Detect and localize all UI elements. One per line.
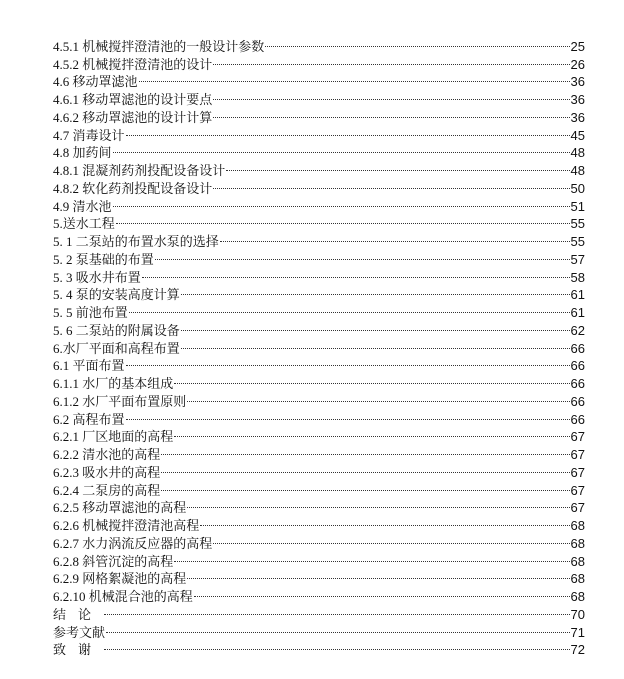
dot-leader: [226, 157, 569, 175]
dot-leader: [181, 335, 570, 353]
dot-leader: [106, 619, 570, 637]
dot-leader: [126, 353, 570, 371]
toc-entry-title: 4.5.2 机械搅拌澄清池的设计: [53, 56, 213, 72]
toc-entry-page: 67: [570, 500, 585, 516]
dot-leader: [213, 86, 569, 104]
dot-leader: [174, 424, 569, 442]
toc-entry-title: 6.水厂平面和高程布置: [53, 340, 180, 356]
toc-entry-page: 51: [570, 198, 585, 214]
toc-entry-page: 66: [570, 393, 585, 409]
toc-entry[interactable]: [53, 122, 585, 143]
toc-entry[interactable]: [53, 157, 585, 178]
toc-entry[interactable]: [53, 353, 585, 374]
toc-entry-title: 6.2.10 机械混合池的高程: [53, 589, 193, 604]
dot-leader: [181, 317, 570, 335]
toc-entry-title: 6.1 平面布置: [53, 358, 125, 374]
dot-leader: [265, 33, 569, 51]
dot-leader: [129, 299, 570, 317]
toc-entry-page: 26: [570, 56, 585, 72]
toc-entry-title: 5. 2 泵基础的布置: [53, 251, 154, 267]
toc-entry-title: 致谢: [53, 642, 104, 658]
dot-leader: [187, 388, 569, 406]
dot-leader: [174, 548, 569, 566]
toc-entry-page: 66: [570, 358, 585, 374]
toc-entry[interactable]: [53, 424, 585, 445]
toc-entry-title: 4.5.1 机械搅拌澄清池的一般设计参数: [53, 38, 265, 54]
toc-entry[interactable]: [53, 140, 585, 161]
toc-entry-page: 67: [570, 482, 585, 498]
dot-leader: [181, 282, 570, 300]
toc-entry-page: 68: [570, 553, 585, 569]
dot-leader: [139, 69, 570, 87]
toc-entry-title: 4.8 加药间: [53, 145, 112, 161]
dot-leader: [113, 193, 570, 211]
toc-entry-title: 6.2.2 清水池的高程: [53, 447, 161, 462]
dot-leader: [220, 228, 570, 246]
toc-entry-page: 67: [570, 464, 585, 480]
dot-leader: [194, 583, 570, 601]
dot-leader: [161, 441, 569, 459]
toc-entry-page: 48: [570, 145, 585, 161]
dot-leader: [187, 566, 569, 584]
toc-entry-title: 6.2.6 机械搅拌澄清池高程: [53, 518, 200, 533]
toc-entry-title: 5. 1 二泵站的布置水泵的选择: [53, 234, 219, 249]
toc-entry-page: 66: [570, 340, 585, 356]
dot-leader: [213, 104, 569, 122]
toc-entry-title: 6.1.1 水厂的基本组成: [53, 376, 174, 391]
toc-entry-title: 5. 3 吸水井布置: [53, 269, 141, 285]
toc-entry[interactable]: [53, 370, 585, 391]
toc-entry-title: 4.9 清水池: [53, 198, 112, 214]
dot-leader: [187, 495, 569, 513]
dot-leader: [113, 140, 570, 158]
dot-leader: [213, 530, 569, 548]
toc-entry-title: 结论: [53, 606, 104, 622]
toc-entry-page: 68: [570, 571, 585, 587]
toc-entry-page: 66: [570, 411, 585, 427]
dot-leader: [104, 601, 570, 619]
toc-entry-references[interactable]: [53, 619, 585, 640]
toc-entry-page: 68: [570, 518, 585, 533]
toc-entry-title: 4.8.1 混凝剂药剂投配设备设计: [53, 163, 226, 178]
dot-leader: [213, 175, 569, 193]
toc-entry-page: 50: [570, 180, 585, 196]
toc-entry-page: 48: [570, 163, 585, 178]
toc-entry-title: 6.2.7 水力涡流反应器的高程: [53, 535, 213, 551]
toc-entry-title: 4.7 消毒设计: [53, 127, 125, 143]
toc-entry[interactable]: [53, 317, 585, 338]
toc-entry-acknowledgements[interactable]: [53, 637, 585, 658]
toc-entry-title: 6.2.9 网格絮凝池的高程: [53, 571, 187, 587]
toc-entry-title: 6.2 高程布置: [53, 411, 125, 427]
toc-entry-title: 5. 4 泵的安装高度计算: [53, 287, 180, 303]
toc-entry[interactable]: [53, 299, 585, 320]
toc-entry-page: 45: [570, 127, 585, 143]
toc-entry-page: 58: [570, 269, 585, 285]
toc-entry-page: 66: [570, 376, 585, 391]
toc-entry-title: 6.1.2 水厂平面布置原则: [53, 393, 187, 409]
toc-entry-page: 25: [570, 38, 585, 54]
dot-leader: [200, 512, 569, 530]
dot-leader: [142, 264, 570, 282]
toc-entry-page: 61: [570, 305, 585, 320]
toc-entry-page: 55: [570, 216, 585, 232]
toc-entry-page: 36: [570, 109, 585, 125]
dot-leader: [155, 246, 570, 264]
toc-entry[interactable]: [53, 193, 585, 214]
toc-entry-title: 5. 6 二泵站的附属设备: [53, 322, 180, 338]
toc-entry-page: 62: [570, 322, 585, 338]
toc-entry-page: 70: [570, 606, 585, 622]
dot-leader: [174, 370, 569, 388]
toc-entry-title: 6.2.1 厂区地面的高程: [53, 429, 174, 445]
toc-entry-conclusion[interactable]: [53, 601, 585, 622]
dot-leader: [161, 459, 569, 477]
toc-entry-title: 4.6.2 移动罩滤池的设计计算: [53, 109, 213, 125]
toc-entry-page: 67: [570, 429, 585, 445]
toc-entry-page: 67: [570, 447, 585, 462]
toc-entry-title: 参考文献: [53, 624, 106, 640]
toc-entry-title: 6.2.8 斜管沉淀的高程: [53, 553, 174, 569]
dot-leader: [213, 51, 569, 69]
toc-entry-page: 68: [570, 589, 585, 604]
toc-entry-page: 55: [570, 234, 585, 249]
dot-leader: [126, 406, 570, 424]
toc-entry-page: 71: [570, 624, 585, 640]
toc-entry-title: 5.送水工程: [53, 216, 115, 232]
toc-entry[interactable]: [53, 211, 585, 232]
toc-entry-title: 4.6.1 移动罩滤池的设计要点: [53, 92, 213, 107]
toc-entry-title: 6.2.3 吸水井的高程: [53, 464, 161, 480]
dot-leader: [116, 211, 570, 229]
dot-leader: [161, 477, 569, 495]
toc-entry-title: 6.2.4 二泵房的高程: [53, 482, 161, 498]
toc-entry-page: 36: [570, 74, 585, 90]
toc-entry-title: 5. 5 前池布置: [53, 305, 128, 320]
toc-entry[interactable]: [53, 228, 585, 249]
dot-leader: [104, 637, 570, 655]
toc-entry-page: 61: [570, 287, 585, 303]
toc-entry-page: 72: [570, 642, 585, 658]
toc-entry-page: 68: [570, 535, 585, 551]
table-of-contents: [53, 33, 585, 658]
toc-entry-title: 4.6 移动罩滤池: [53, 74, 138, 90]
toc-entry-title: 6.2.5 移动罩滤池的高程: [53, 500, 187, 516]
toc-entry-title: 4.8.2 软化药剂投配设备设计: [53, 180, 213, 196]
dot-leader: [126, 122, 570, 140]
toc-entry[interactable]: [53, 33, 585, 54]
toc-entry[interactable]: [53, 406, 585, 427]
toc-entry-page: 57: [570, 251, 585, 267]
toc-entry-page: 36: [570, 92, 585, 107]
